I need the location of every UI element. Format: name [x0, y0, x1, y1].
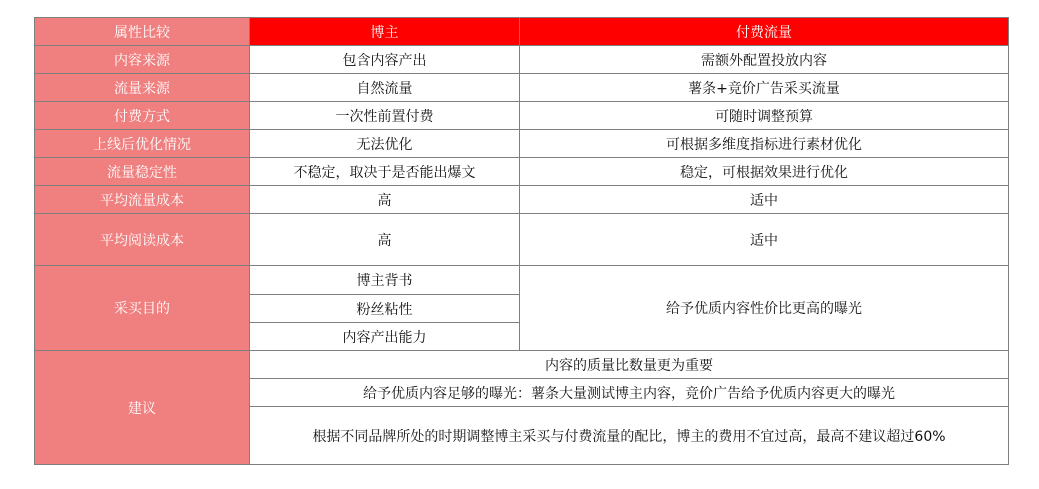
row-label-traffic-source: 流量来源 [35, 74, 250, 102]
cell-blogger: 无法优化 [250, 130, 520, 158]
cell-blogger: 粉丝粘性 [250, 295, 520, 323]
table-row [35, 74, 1009, 102]
cell-paid: 需额外配置投放内容 [520, 46, 1009, 74]
cell-blogger: 高 [250, 186, 520, 214]
cell-paid: 给予优质内容性价比更高的曝光 [520, 266, 1009, 351]
comparison-table-wrapper [34, 17, 1009, 465]
row-label-suggestion: 建议 [35, 351, 250, 465]
cell-blogger: 包含内容产出 [250, 46, 520, 74]
table-row [35, 130, 1009, 158]
cell-blogger: 自然流量 [250, 74, 520, 102]
table-row [35, 158, 1009, 186]
row-label-traffic-stability: 流量稳定性 [35, 158, 250, 186]
cell-blogger: 博主背书 [250, 266, 520, 295]
row-label-content-source: 内容来源 [35, 46, 250, 74]
table-row [35, 186, 1009, 214]
row-label-post-launch-optimization: 上线后优化情况 [35, 130, 250, 158]
table-row [35, 214, 1009, 266]
cell-paid: 可根据多维度指标进行素材优化 [520, 130, 1009, 158]
row-label-avg-read-cost: 平均阅读成本 [35, 214, 250, 266]
row-label-payment-method: 付费方式 [35, 102, 250, 130]
cell-blogger: 一次性前置付费 [250, 102, 520, 130]
suggestion-line: 根据不同品牌所处的时期调整博主采买与付费流量的配比，博主的费用不宜过高，最高不建议超过60% [250, 407, 1009, 465]
row-label-avg-traffic-cost: 平均流量成本 [35, 186, 250, 214]
header-blogger: 博主 [250, 18, 520, 46]
suggestion-line: 给予优质内容足够的曝光：薯条大量测试博主内容，竞价广告给予优质内容更大的曝光 [250, 379, 1009, 407]
table-row [35, 46, 1009, 74]
cell-paid: 可随时调整预算 [520, 102, 1009, 130]
table-row [35, 266, 1009, 295]
cell-paid: 稳定，可根据效果进行优化 [520, 158, 1009, 186]
cell-blogger: 不稳定，取决于是否能出爆文 [250, 158, 520, 186]
table-row [35, 351, 1009, 379]
header-row [35, 18, 1009, 46]
comparison-table [34, 17, 1009, 465]
cell-paid: 薯条+竞价广告采买流量 [520, 74, 1009, 102]
cell-paid: 适中 [520, 214, 1009, 266]
cell-blogger: 内容产出能力 [250, 323, 520, 351]
cell-paid: 适中 [520, 186, 1009, 214]
suggestion-line: 内容的质量比数量更为重要 [250, 351, 1009, 379]
header-paid-traffic: 付费流量 [520, 18, 1009, 46]
header-attribute: 属性比较 [35, 18, 250, 46]
cell-blogger: 高 [250, 214, 520, 266]
table-row [35, 102, 1009, 130]
row-label-purchase-purpose: 采买目的 [35, 266, 250, 351]
